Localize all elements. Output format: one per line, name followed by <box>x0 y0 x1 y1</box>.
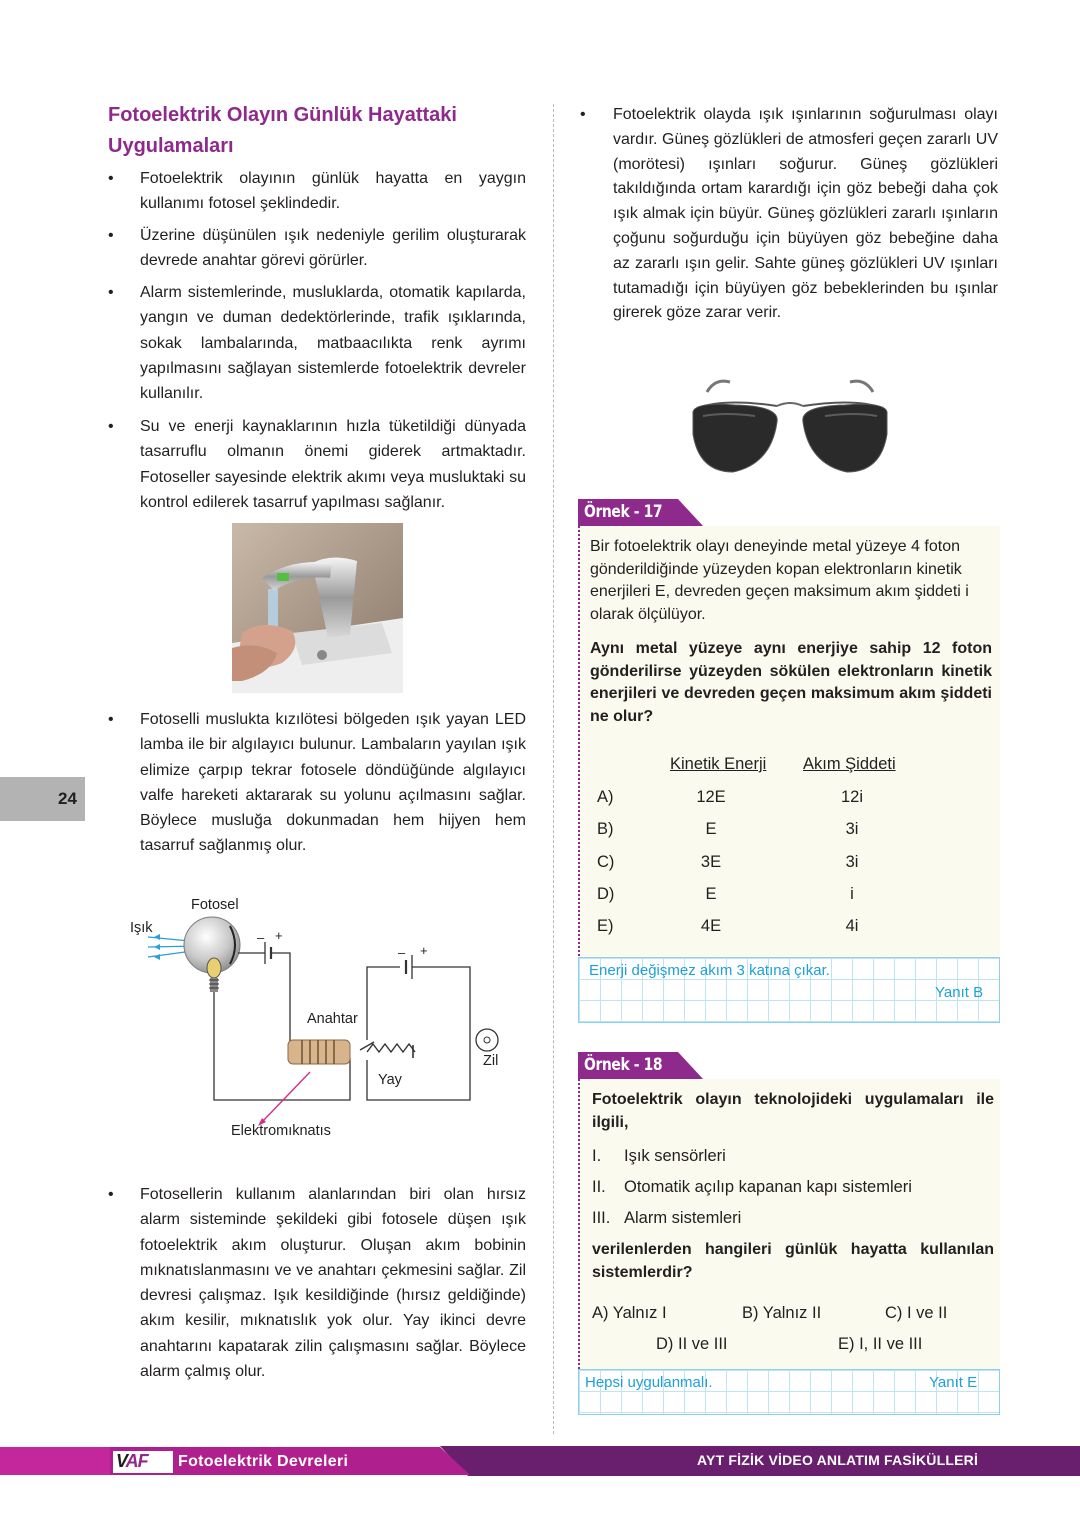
list-item: • Alarm sistemlerinde, musluklarda, otomatik kapılarda, yangın ve duman dedektörlerinde, trafik ışıklarında, sokak lambalarında, matbaacılıkta renk ayrımı yapılmasını sağlayan sistemlerde fotoelektrik devreler kullanılır. <box>108 280 526 406</box>
col-kinetic-header: Kinetik Enerji <box>670 755 767 773</box>
example-18-box <box>578 1079 1000 1369</box>
option-ke: 3E <box>700 853 722 871</box>
example-18-question2: verilenlerden hangileri günlük hayatta kullanılan sistemlerdir? <box>592 1241 994 1281</box>
option-i: 3i <box>845 853 859 871</box>
option-ke: 12E <box>696 788 726 806</box>
electromagnet-label: Elektromıknatıs <box>231 1123 331 1139</box>
bullet-icon: • <box>108 1186 114 1203</box>
option-b: B) Yalnız II <box>742 1304 822 1322</box>
switch-label: Anahtar <box>307 1011 358 1027</box>
option-letter: D) <box>597 885 615 903</box>
list-item: • Üzerine düşünülen ışık nedeniyle gerilim oluşturarak devrede anahtar görevi görürler. <box>108 223 526 274</box>
battery1-minus: – <box>257 930 265 945</box>
item-num: II. <box>592 1178 606 1196</box>
option-i: 4i <box>845 917 859 935</box>
publisher-logo-text: VAF <box>116 1451 148 1471</box>
example-18-answer: Yanıt E <box>929 1374 978 1391</box>
example-17-answer-grid <box>578 957 1000 1023</box>
option-c: C) I ve II <box>885 1304 948 1322</box>
item-num: III. <box>592 1209 611 1227</box>
page-number: 24 <box>58 789 77 808</box>
example-17-tab: Örnek - 17 <box>578 499 703 526</box>
bullet-icon: • <box>108 170 114 187</box>
column-divider <box>553 104 554 1434</box>
option-i: i <box>850 885 854 903</box>
list-item: • Fotoselli muslukta kızılötesi bölgeden ışık yayan LED lamba ile bir algılayıcı bulunur. Lambaların yayılan ışık elimize çarpıp tekrar fotosele döndüğünde algılayıcı valfe hareketi aktararak su yolunu açılmasını sağlar. Böylece musluğa dokunmadan hem hijyen hem tasarruf sağlanmış olur. <box>108 707 526 859</box>
bullet-icon: • <box>108 284 114 301</box>
option-letter: A) <box>597 788 614 806</box>
option-e: E) I, II ve III <box>838 1335 923 1353</box>
option-i: 12i <box>840 788 864 806</box>
battery2-plus: + <box>420 943 428 958</box>
faucet-photo <box>232 523 403 693</box>
alarm-circuit-diagram <box>130 890 530 1150</box>
option-ke: 4E <box>700 917 722 935</box>
list-item: • Su ve enerji kaynaklarının hızla tüketildiği dünyada tasarruflu olmanın önemi giderek artmaktadır. Fotoseller sayesinde elektrik akımı veya musluktaki su kontrol edilerek tasarruf yapılması sağlanır. <box>108 414 526 515</box>
option-i: 3i <box>845 820 859 838</box>
example-18-note: Hepsi uygulanmalı. <box>585 1374 713 1391</box>
footer-title: Fotoelektrik Devreleri <box>178 1453 349 1470</box>
sunglasses-image <box>685 372 895 477</box>
example-18-question: Fotoelektrik olayın teknolojideki uygulamaları ile ilgili, <box>592 1091 994 1131</box>
example-17-answer: Yanıt B <box>935 984 984 1001</box>
list-item: • Fotosellerin kullanım alanlarından biri olan hırsız alarm sisteminde şekildeki gibi fotosele düşen ışık fotoelektrik akım oluşturur. Oluşan akım bobinin mıknatıslanmasını ve ve anahtarı çekmesini sağlar. Zil devresi çalışmaz. Işık kesildiğinde (hırsız geldiğinde) akım kesilir, mıknatıslık yok olur. Yay ikinci devre anahtarını kapatarak zilin çalışmasını sağlar. Böylece alarm çalmış olur. <box>108 1182 526 1384</box>
battery1-plus: + <box>275 928 283 943</box>
item-text: Otomatik açılıp kapanan kapı sistemleri <box>624 1178 912 1196</box>
example-17-question: Aynı metal yüzeye aynı enerjiye sahip 12 foton gönderilirse yüzeyden sökülen elektronların kinetik enerjileri ve devreden geçen maksimum akım şiddeti ne olur? <box>590 640 992 725</box>
example-18-answer-grid <box>578 1369 1000 1415</box>
example-18-tab: Örnek - 18 <box>578 1052 703 1079</box>
photocell-label: Fotosel <box>191 897 239 913</box>
item-num: I. <box>592 1147 602 1165</box>
option-letter: C) <box>597 853 615 871</box>
spring-label: Yay <box>378 1072 402 1088</box>
list-item: • Fotoelektrik olayının günlük hayatta en yaygın kullanımı fotosel şeklindedir. <box>108 166 526 217</box>
battery2-minus: – <box>398 945 406 960</box>
option-letter: B) <box>597 820 614 838</box>
bell-label: Zil <box>483 1053 499 1069</box>
option-ke: E <box>705 820 717 838</box>
bullet-icon: • <box>108 227 114 244</box>
light-label: Işık <box>130 920 153 936</box>
item-text: Alarm sistemleri <box>624 1209 742 1227</box>
bullet-icon: • <box>108 711 114 728</box>
col-current-header: Akım Şiddeti <box>803 755 896 773</box>
example-17-note: Enerji değişmez akım 3 katına çıkar. <box>589 962 830 979</box>
option-d: D) II ve III <box>656 1335 728 1353</box>
example-17-box <box>578 526 1000 956</box>
option-ke: E <box>705 885 717 903</box>
list-item: • Fotoelektrik olayda ışık ışınlarının soğurulması olayı vardır. Güneş gözlükleri de atmosferi geçen zararlı UV (morötesi) ışınları soğurur. Güneş gözlükleri takıldığında ortam karardığı için göz bebeği daha çok ışık almak için büyür. Güneş gözlükleri zararlı ışınların çoğunu soğurduğu için büyüyen göz bebeğine daha az zararlı ışın gelir. Sahte güneş gözlükleri UV ışınları tutamadığı için büyüyen göz bebeklerinden bu ışınlar girerek göze zarar verir. <box>578 103 998 326</box>
footer-series: AYT FİZİK VİDEO ANLATIM FASİKÜLLERİ <box>697 1452 979 1468</box>
option-letter: E) <box>597 917 614 935</box>
example-17-intro: Bir fotoelektrik olayı deneyinde metal yüzeye 4 foton gönderildiğinde yüzeyden kopan elektronların kinetik enerjileri E, devreden geçen maksimum akım şiddeti i olarak ölçülüyor. <box>590 538 969 623</box>
section-title: Fotoelektrik Olayın Günlük Hayattaki Uygulamaları <box>108 104 457 157</box>
bullet-icon: • <box>580 106 586 123</box>
option-a: A) Yalnız I <box>592 1304 667 1322</box>
item-text: Işık sensörleri <box>624 1147 726 1165</box>
bullet-icon: • <box>108 418 114 435</box>
